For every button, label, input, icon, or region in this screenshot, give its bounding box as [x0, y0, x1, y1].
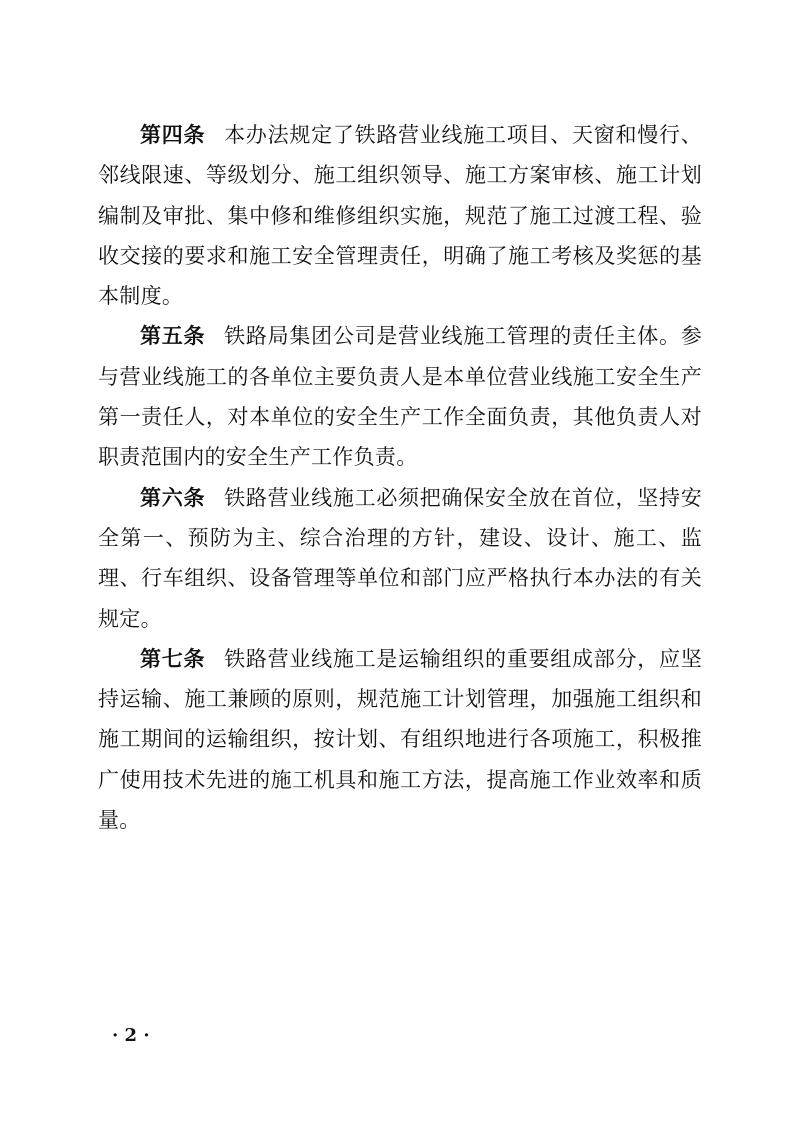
article-4 — [98, 115, 702, 316]
article-6 — [98, 478, 702, 639]
article-text: 铁路营业线施工必须把确保安全放在首位，坚持安全第一、预防为主、综合治理的方针，建设、设计、施工、监理、行车组织、设备管理等单位和部门应严格执行本办法的有关规定。 — [98, 485, 702, 631]
document-page — [98, 115, 702, 840]
article-7 — [98, 639, 702, 840]
article-text: 铁路局集团公司是营业线施工管理的责任主体。参与营业线施工的各单位主要负责人是本单位营业线施工安全生产第一责任人，对本单位的安全生产工作全面负责，其他负责人对职责范围内的安全生产工作负责。 — [98, 324, 702, 470]
article-title: 第五条 — [140, 324, 206, 349]
article-title: 第七条 — [140, 646, 206, 671]
article-title: 第六条 — [140, 485, 206, 510]
article-text: 本办法规定了铁路营业线施工项目、天窗和慢行、邻线限速、等级划分、施工组织领导、施工方案审核、施工计划编制及审批、集中修和维修组织实施，规范了施工过渡工程、验收交接的要求和施工安全管理责任，明确了施工考核及奖惩的基本制度。 — [98, 123, 702, 309]
article-5 — [98, 316, 702, 477]
article-text: 铁路营业线施工是运输组织的重要组成部分，应坚持运输、施工兼顾的原则，规范施工计划管理，加强施工组织和施工期间的运输组织，按计划、有组织地进行各项施工，积极推广使用技术先进的施工机具和施工方法，提高施工作业效率和质量。 — [98, 646, 702, 833]
page-number: · 2 · — [112, 1025, 150, 1046]
article-title: 第四条 — [140, 123, 206, 147]
